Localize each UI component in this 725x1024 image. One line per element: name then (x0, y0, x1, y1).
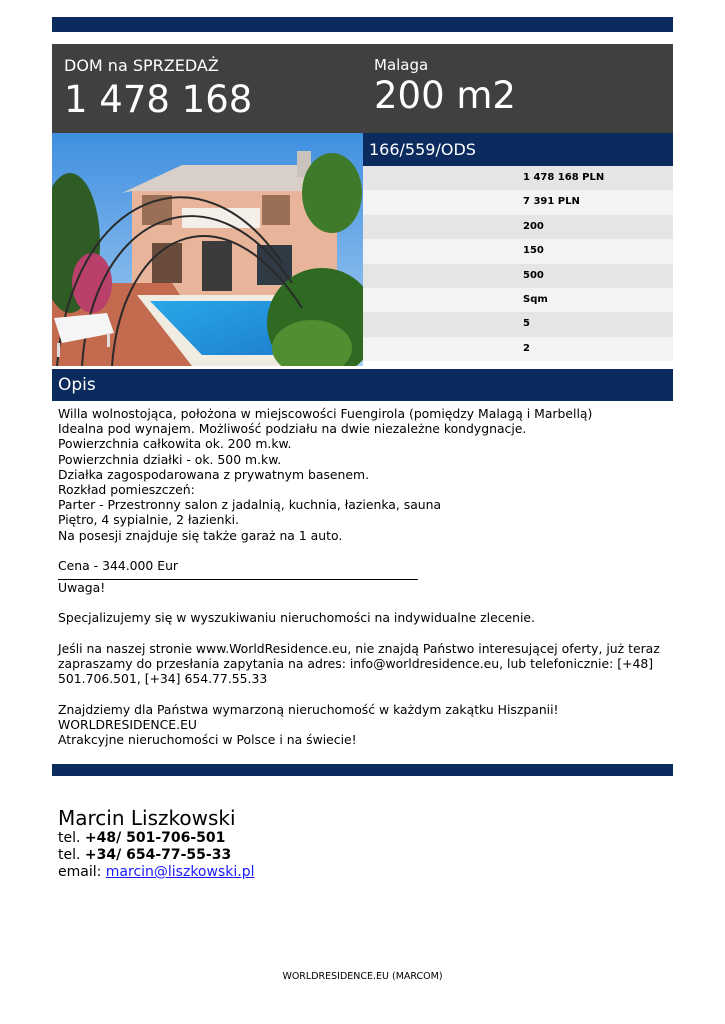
phone-number-pl: +48/ 501-706-501 (84, 830, 226, 846)
description-line: Działka zagospodarowana z prywatnym basenem. (58, 466, 370, 482)
details-table (363, 166, 673, 361)
bottom-accent-bar (52, 764, 673, 776)
description-line: Jeśli na naszej stronie www.WorldResidence.eu, nie znajdą Państwo interesującej oferty, już teraz (58, 640, 660, 656)
description-line: Atrakcyjne nieruchomości w Polsce i na świecie! (58, 731, 357, 747)
contact-block (58, 806, 254, 881)
uwaga-line: Uwaga! (58, 580, 106, 596)
price-line: Cena - 344.000 Eur (58, 557, 179, 573)
email-label: email: (58, 864, 106, 880)
description-line: Willa wolnostojąca, położona w miejscowości Fuengirola (pomiędzy Malagą i Marbellą) (58, 406, 593, 421)
phone-line-1 (58, 830, 254, 847)
tel-label: tel. (58, 847, 85, 863)
description-line: Parter - Przestronny salon z jadalnią, kuchnia, łazienka, sauna (58, 497, 442, 513)
tel-label: tel. (58, 830, 85, 846)
villa-pool-image (52, 133, 363, 366)
listing-city: Malaga (374, 56, 429, 74)
description-heading: Opis (52, 369, 673, 401)
detail-row: 7 391 PLN (363, 190, 673, 214)
description-line: 501.706.501, [+34] 654.77.55.33 (58, 671, 268, 687)
agent-name: Marcin Liszkowski (58, 806, 236, 830)
detail-row: 150 (363, 239, 673, 263)
listing-price: 1 478 168 (64, 78, 253, 121)
description-line: Powierzchnia całkowita ok. 200 m.kw. (58, 436, 292, 452)
email-line (58, 864, 254, 881)
detail-row: 1 478 168 PLN (363, 166, 673, 190)
phone-line-2 (58, 847, 254, 864)
description-line: Rozkład pomieszczeń: (58, 481, 195, 497)
property-photo (52, 133, 363, 366)
listing-area: 200 m2 (374, 74, 516, 117)
specialization-line: Specjalizujemy się w wyszukiwaniu nieruchomości na indywidualne zlecenie. (58, 610, 535, 626)
description-line: zapraszamy do przesłania zapytania na adres: info@worldresidence.eu, lub telefonicznie: [+48] (58, 656, 654, 671)
detail-row: 500 (363, 264, 673, 288)
description-line: Na posesji znajduje się także garaż na 1 auto. (58, 527, 343, 543)
footer-text: WORLDRESIDENCE.EU (MARCOM) (282, 971, 443, 982)
detail-row: Sqm (363, 288, 673, 312)
header-right (374, 56, 516, 118)
reference-number: 166/559/ODS (363, 133, 673, 166)
top-accent-bar (52, 17, 673, 32)
detail-row: 5 (363, 312, 673, 336)
description-line: Powierzchnia działki - ok. 500 m.kw. (58, 451, 282, 467)
listing-type: DOM na SPRZEDAŻ (64, 56, 219, 75)
description-line: Piętro, 4 sypialnie, 2 łazienki. (58, 512, 240, 528)
description-line: Znajdziemy dla Państwa wymarzoną nieruchomość w każdym zakątku Hiszpanii! (58, 701, 559, 717)
listing-header (52, 44, 673, 133)
detail-row: 200 (363, 215, 673, 239)
description-body (58, 406, 668, 747)
description-line: WORLDRESIDENCE.EU (58, 716, 197, 732)
phone-number-es: +34/ 654-77-55-33 (84, 847, 232, 863)
description-line: Idealna pod wynajem. Możliwość podziału na dwie niezależne kondygnacje. (58, 421, 527, 437)
detail-row: 2 (363, 337, 673, 361)
email-link[interactable]: marcin@liszkowski.pl (105, 864, 255, 880)
header-left (64, 56, 252, 122)
